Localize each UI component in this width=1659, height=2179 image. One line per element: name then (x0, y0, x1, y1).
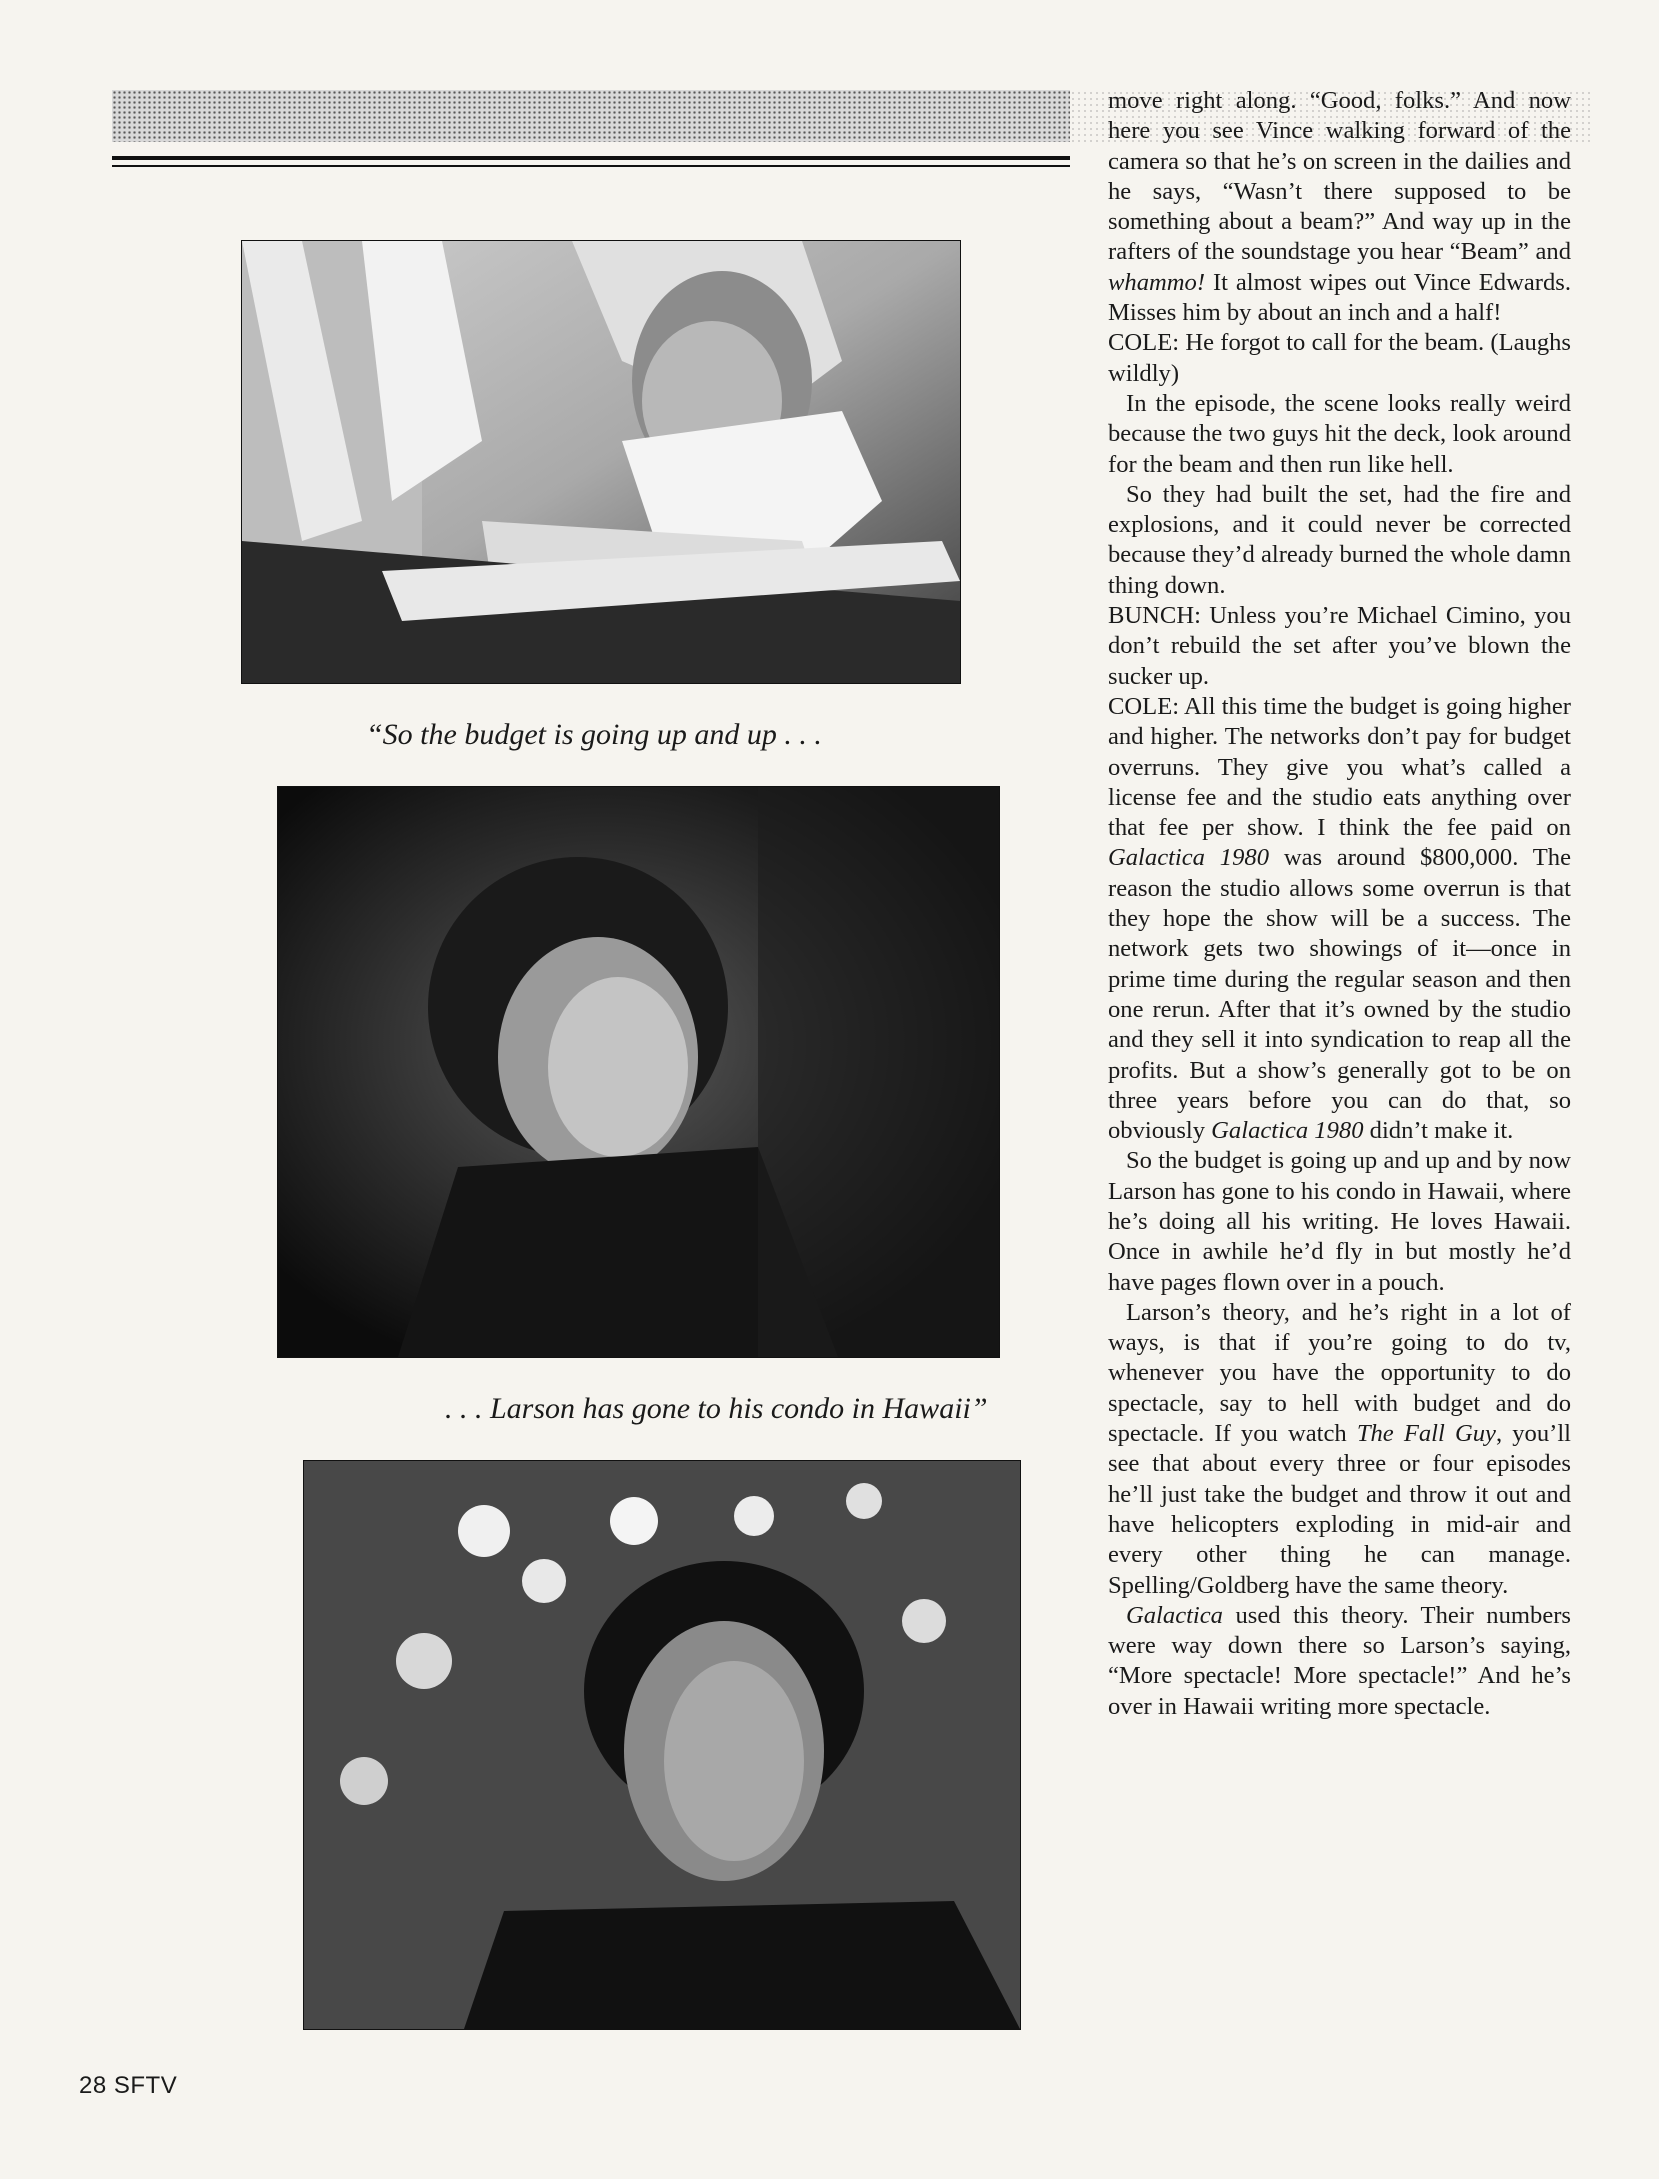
header-rule-thin (112, 165, 1070, 167)
paragraph: So they had built the set, had the fire and explosions, and it could never be corrected because they’d already burned the whole damn thing down. (1108, 480, 1571, 599)
halftone-header-bar (112, 90, 1070, 142)
paragraph: COLE: He forgot to call for the beam. (Laughs wildly) (1108, 329, 1571, 387)
photo-caption-2: . . . Larson has gone to his condo in Hawaii” (445, 1392, 988, 1425)
emphasis: Galactica (1126, 1601, 1223, 1629)
paragraph: Larson’s theory, and he’s right in a lot of ways, is that if you’re going to do tv, whenever you have the opportunity to do spectacle, say to hell with budget and do spectacle. If you watch The Fall Guy, you’ll see that about every three or four episodes he’ll just take the budget and throw it out and have helicopters exploding in mid-air and every other thing he can manage. Spelling/Goldberg have the same theory. (1108, 1298, 1571, 1599)
photo-man-profile (277, 786, 1000, 1358)
photo-caption-1: “So the budget is going up and up . . . (366, 718, 822, 751)
page-folio: 28 SFTV (79, 2072, 178, 2099)
emphasis: Galactica 1980 (1211, 1117, 1364, 1145)
paragraph: move right along. “Good, folks.” And now here you see Vince walking forward of the camera so that he’s on screen in the dailies and he says, “Wasn’t there supposed to be something about a beam?” And way up in the rafters of the soundstage you hear “Beam” and whammo! It almost wipes out Vince Edwards. Misses him by about an inch and a half! (1108, 87, 1571, 327)
paragraph: So the budget is going up and up and by now Larson has gone to his condo in Hawaii, where he’s doing all his writing. He loves Hawaii. Once in awhile he’d fly in but mostly he’d have pages flown over in a pouch. (1108, 1147, 1571, 1296)
paragraph: BUNCH: Unless you’re Michael Cimino, you don’t rebuild the set after you’ve blown the sucker up. (1108, 602, 1571, 690)
paragraph: COLE: All this time the budget is going higher and higher. The networks don’t pay for budget overruns. They give you what’s called a license fee and the studio eats anything over that fee per show. I think the fee paid on Galactica 1980 was around $800,000. The reason the studio allows some overrun is that they hope the show will be a success. The network gets two showings of it—once in prime time during the regular season and then one rerun. After that it’s owned by the studio and they sell it into syndication to reap all the profits. But a show’s generally got to be on three years before you can do that, so obviously Galactica 1980 didn’t make it. (1108, 692, 1571, 1145)
article-text-column (1108, 86, 1571, 1722)
emphasis: whammo! (1108, 268, 1206, 296)
paragraph: Galactica used this theory. Their numbers were way down there so Larson’s saying, “More spectacle! More spectacle!” And he’s over in Hawaii writing more spectacle. (1108, 1601, 1571, 1720)
paragraph: In the episode, the scene looks really weird because the two guys hit the deck, look around for the beam and then run like hell. (1108, 389, 1571, 478)
photo-cockpit-man (241, 240, 961, 684)
emphasis: Galactica 1980 (1108, 844, 1269, 872)
emphasis: The Fall Guy (1356, 1420, 1496, 1448)
photo-man-portrait-lights (303, 1460, 1021, 2030)
header-rule-thick (112, 156, 1070, 160)
